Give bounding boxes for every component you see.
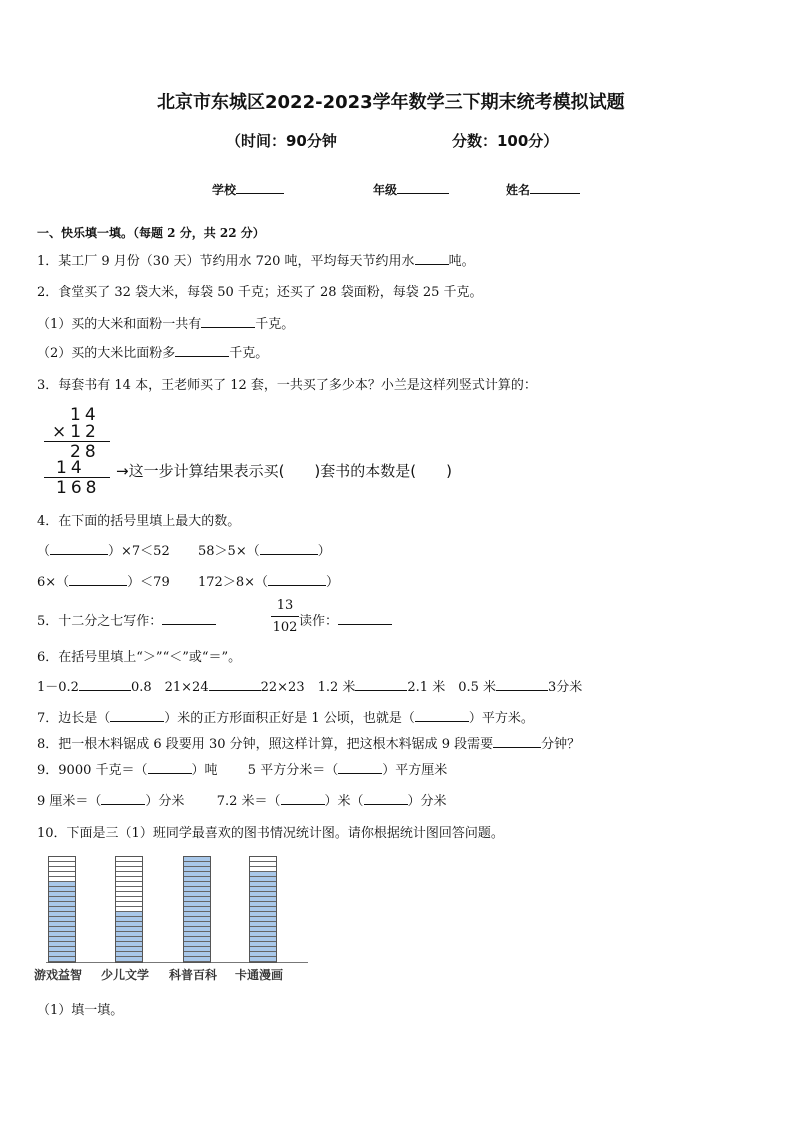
q8-text: 8．把一根木料锯成 6 段要用 30 分钟，照这样计算，把这根木料锯成 9 段需要 — [37, 737, 494, 752]
name-label: 姓名 — [506, 183, 531, 197]
question-6-items — [37, 676, 582, 695]
school-field[interactable] — [212, 181, 284, 198]
q6-item-5: 3分米 — [548, 680, 583, 695]
q8-blank[interactable] — [493, 735, 541, 748]
q6-blank-2[interactable] — [209, 678, 261, 691]
q1-blank[interactable] — [415, 252, 449, 265]
question-6: 6．在括号里填上“＞”“＜”或“＝”。 — [37, 650, 242, 665]
question-10-part-1: （1）填一填。 — [37, 1003, 124, 1018]
q9-a4: ）平方厘米 — [382, 763, 448, 778]
grade-label: 年级 — [373, 183, 398, 197]
q5-write-label: 5．十二分之七写作： — [37, 614, 163, 629]
school-label: 学校 — [212, 183, 237, 197]
question-4-row-2 — [37, 571, 339, 590]
q4-b4: ） — [325, 575, 339, 590]
bar-cell — [49, 957, 75, 962]
q2-p2-unit: 千克。 — [229, 346, 269, 361]
bar-cell — [250, 957, 276, 962]
q9-blank-3[interactable] — [101, 792, 145, 805]
q5-read-blank[interactable] — [338, 612, 392, 625]
q1-text: 1．某工厂 9 月份（30 天）节约用水 720 吨，平均每天节约用水 — [37, 254, 415, 269]
vertical-row-4: 14 — [56, 458, 86, 478]
category-label: 游戏益智 — [34, 968, 83, 982]
vertical-row-1: 14 — [70, 405, 100, 425]
q6-item-1: 1－0.2 — [37, 680, 79, 695]
book-preference-chart — [34, 852, 315, 982]
category-label: 科普百科 — [169, 968, 218, 982]
vertical-note: →这一步计算结果表示买( )套书的本数是( ) — [116, 462, 452, 480]
q4-c-blank[interactable] — [69, 573, 127, 586]
bar-4 — [249, 856, 277, 963]
q6-blank-4[interactable] — [496, 678, 548, 691]
q9-blank-4[interactable] — [281, 792, 325, 805]
question-7 — [37, 707, 534, 726]
q2-p1-blank[interactable] — [201, 315, 255, 328]
vertical-row-3: 28 — [70, 442, 100, 462]
fraction-denominator: 102 — [272, 620, 298, 635]
q9-b5: ）分米 — [407, 794, 447, 809]
question-3: 3．每套书有 14 本，王老师买了 12 套，一共买了多少本？小兰是这样列竖式计算的： — [37, 378, 537, 393]
vertical-row-5: 168 — [56, 478, 101, 498]
q4-a-blank[interactable] — [50, 542, 108, 555]
question-5-part-b — [299, 610, 392, 629]
question-8 — [37, 733, 580, 752]
q6-item-3: 22×23 1.2 米 — [260, 680, 356, 695]
q2-p2-text: （2）买的大米比面粉多 — [37, 346, 176, 361]
q7-blank-1[interactable] — [110, 709, 164, 722]
question-9-row-2 — [37, 790, 447, 809]
bar-cell — [116, 957, 142, 962]
name-field[interactable] — [506, 181, 580, 198]
q6-blank-3[interactable] — [355, 678, 407, 691]
exam-time: （时间：90分钟 — [226, 132, 337, 150]
question-1 — [37, 250, 475, 269]
grade-blank[interactable] — [397, 181, 449, 194]
q9-blank-1[interactable] — [148, 761, 192, 774]
question-4: 4．在下面的括号里填上最大的数。 — [37, 514, 241, 529]
q1-unit: 吨。 — [448, 254, 475, 269]
school-blank[interactable] — [236, 181, 284, 194]
question-10: 10．下面是三（1）班同学最喜欢的图书情况统计图。请你根据统计图回答问题。 — [37, 826, 504, 841]
section-heading: 一、快乐填一填。（每题 2 分，共 22 分） — [37, 226, 265, 240]
q9-a1: 9．9000 千克＝（ — [37, 763, 148, 778]
question-4-row-1 — [37, 540, 331, 559]
q4-a2: ）×7＜52 — [108, 544, 170, 559]
question-2-part-2 — [37, 342, 268, 361]
fraction-bar — [271, 616, 299, 617]
q4-d-blank[interactable] — [268, 573, 326, 586]
q4-b-blank[interactable] — [260, 542, 318, 555]
q9-blank-2[interactable] — [338, 761, 382, 774]
grade-field[interactable] — [373, 181, 449, 198]
q2-p1-unit: 千克。 — [255, 317, 295, 332]
q6-item-2: 0.8 21×24 — [130, 680, 209, 695]
bar-3 — [183, 856, 211, 963]
q4-a3: 58＞5×（ — [198, 544, 260, 559]
vertical-row-2: ×12 — [52, 422, 100, 442]
question-9-row-1 — [37, 759, 447, 778]
fraction-numerator: 13 — [276, 598, 294, 613]
page-title: 北京市东城区2022-2023学年数学三下期末统考模拟试题 — [157, 92, 625, 113]
q4-b2: ）＜79 — [127, 575, 170, 590]
bar-cell — [184, 957, 210, 962]
question-2-part-1 — [37, 313, 294, 332]
q9-a2: ）吨 — [191, 763, 218, 778]
q6-blank-1[interactable] — [79, 678, 131, 691]
q7-text-1: 7．边长是（ — [37, 711, 111, 726]
q2-p2-blank[interactable] — [175, 344, 229, 357]
q7-blank-2[interactable] — [415, 709, 469, 722]
category-label: 少儿文学 — [101, 968, 150, 982]
category-label: 卡通漫画 — [235, 968, 284, 982]
q4-b3: 172＞8×（ — [198, 575, 268, 590]
q9-b3: 7.2 米＝（ — [216, 794, 281, 809]
q4-b1: 6×（ — [37, 575, 70, 590]
bar-1 — [48, 856, 76, 963]
name-blank[interactable] — [530, 181, 580, 194]
q4-a4: ） — [317, 544, 331, 559]
question-2: 2．食堂买了 32 袋大米，每袋 50 千克；还买了 28 袋面粉，每袋 25 千克。 — [37, 285, 483, 300]
bar-2 — [115, 856, 143, 963]
q5-read-label: 读作： — [299, 614, 339, 629]
q7-text-2: ）米的正方形面积正好是 1 公顷，也就是（ — [164, 711, 415, 726]
q7-text-3: ）平方米。 — [468, 711, 534, 726]
q9-b4: ）米（ — [324, 794, 364, 809]
question-5-part-a — [37, 610, 216, 629]
q9-a3: 5 平方分米＝（ — [247, 763, 339, 778]
q6-item-4: 2.1 米 0.5 米 — [407, 680, 497, 695]
q5-write-blank[interactable] — [162, 612, 216, 625]
q8-unit: 分钟？ — [541, 737, 581, 752]
q9-b1: 9 厘米＝（ — [37, 794, 102, 809]
exam-score: 分数：100分） — [452, 132, 559, 150]
q2-p1-text: （1）买的大米和面粉一共有 — [37, 317, 202, 332]
q9-b2: ）分米 — [145, 794, 185, 809]
q9-blank-5[interactable] — [364, 792, 408, 805]
q4-a1: （ — [37, 544, 51, 559]
